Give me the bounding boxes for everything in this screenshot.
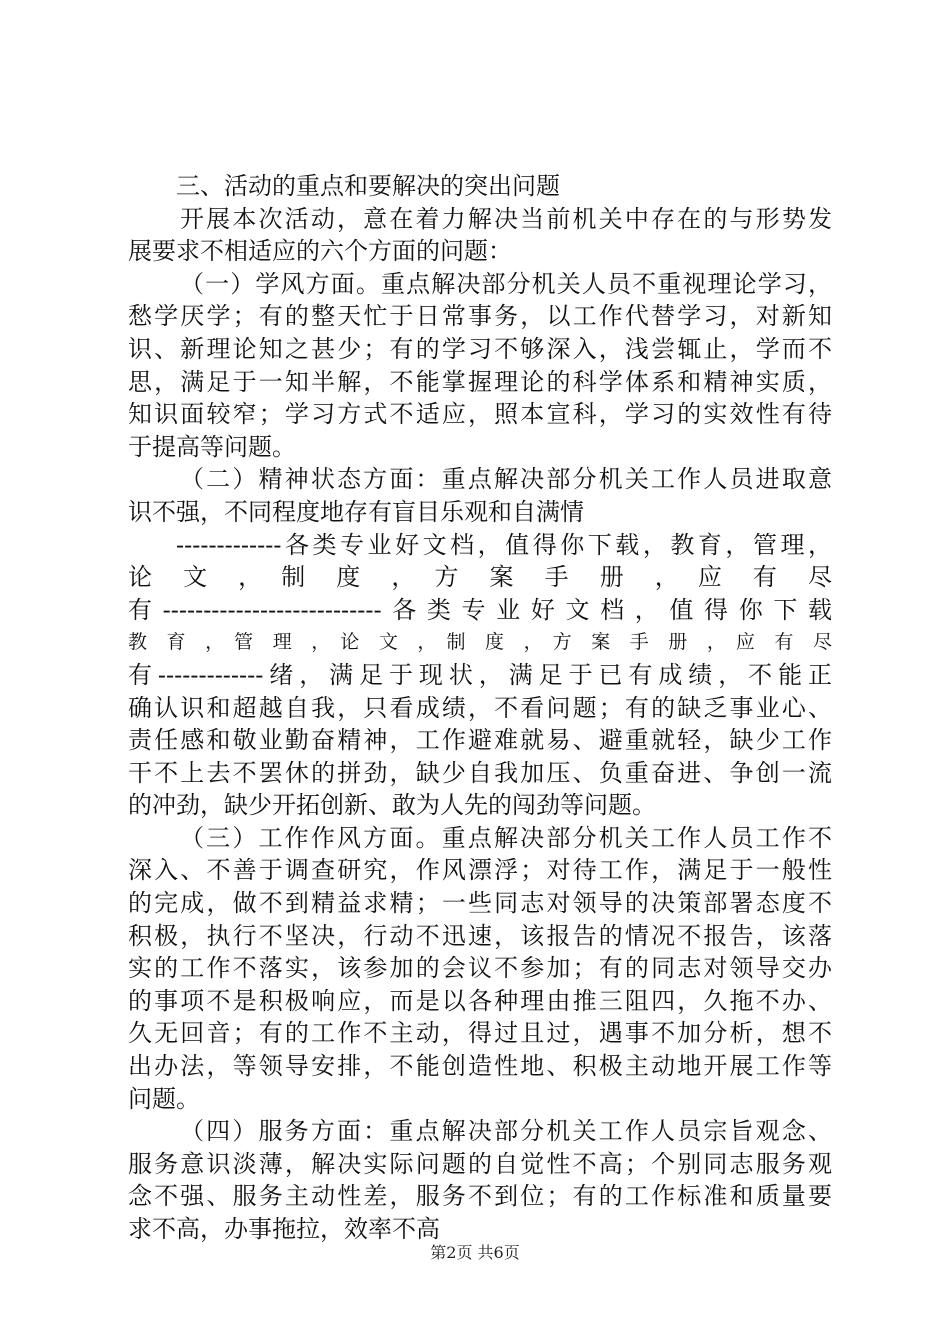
paragraph-line: 责任感和敬业勤奋精神，工作避难就易、避重就轻，缺少工作 <box>128 726 832 755</box>
paragraph-line: 识、新理论知之甚少；有的学习不够深入，浅尝辄止，学而不 <box>128 334 832 363</box>
paragraph-line: 念不强、服务主动性差，服务不到位；有的工作标准和质量要 <box>128 1182 832 1211</box>
paragraph-line: 确认识和超越自我，只看成绩，不看问题；有的缺乏事业心、 <box>128 693 832 722</box>
paragraph-line: 教 育 ， 管 理 ， 论 文 ， 制 度 ， 方 案 手 册 ， 应 有 尽 <box>128 631 832 654</box>
paragraph-line: 的冲劲，缺少开拓创新、敢为人先的闯劲等问题。 <box>128 791 656 820</box>
paragraph-line: 积极，执行不坚决，行动不迅速，该报告的情况不报告，该落 <box>128 921 832 950</box>
page-number-footer: 第2页 共6页 <box>430 1243 520 1262</box>
paragraph-line: -------------各类专业好文档，值得你下载，教育，管理， <box>176 530 832 559</box>
paragraph-line: 的事项不是积极响应，而是以各种理由推三阻四，久拖不办、 <box>128 986 832 1015</box>
paragraph-line: （三）工作作风方面。重点解决部分机关工作人员工作不 <box>180 823 832 852</box>
paragraph-line: 有-------------绪，满足于现状，满足于已有成绩，不能正 <box>128 660 832 689</box>
paragraph-line: 服务意识淡薄，解决实际问题的自觉性不高；个别同志服务观 <box>128 1149 832 1178</box>
document-body <box>128 170 832 1246</box>
paragraph-line: 展要求不相适应的六个方面的问题： <box>128 237 512 266</box>
paragraph-line: 的完成，做不到精益求精；一些同志对领导的决策部署态度不 <box>128 889 832 918</box>
paragraph-line: 知识面较窄；学习方式不适应，照本宣科，学习的实效性有待 <box>128 400 832 429</box>
paragraph-line: 问题。 <box>128 1084 200 1113</box>
paragraph-line: 久无回音；有的工作不主动，得过且过，遇事不加分析，想不 <box>128 1019 832 1048</box>
paragraph-line: 求不高，办事拖拉，效率不高 <box>128 1215 440 1243</box>
paragraph-line: 于提高等问题。 <box>128 432 296 461</box>
paragraph-line: 思，满足于一知半解，不能掌握理论的科学体系和精神实质， <box>128 367 832 396</box>
paragraph-line: 开展本次活动，意在着力解决当前机关中存在的与形势发 <box>180 204 832 233</box>
paragraph-line: 出办法，等领导安排，不能创造性地、积极主动地开展工作等 <box>128 1052 832 1081</box>
paragraph-line: 论 文 ， 制 度 ， 方 案 手 册 ， 应 有 尽 <box>128 563 832 592</box>
paragraph-line: 愁学厌学；有的整天忙于日常事务，以工作代替学习，对新知 <box>128 302 832 331</box>
paragraph-line: （二）精神状态方面：重点解决部分机关工作人员进取意 <box>180 465 832 494</box>
paragraph-line: （一）学风方面。重点解决部分机关人员不重视理论学习， <box>180 269 832 298</box>
paragraph-line: 干不上去不罢休的拼劲，缺少自我加压、负重奋进、争创一流 <box>128 758 832 787</box>
paragraph-line: 实的工作不落实，该参加的会议不参加；有的同志对领导交办 <box>128 954 832 983</box>
paragraph-line: 深入、不善于调查研究，作风漂浮；对待工作，满足于一般性 <box>128 856 832 885</box>
paragraph-line: （四）服务方面：重点解决部分机关工作人员宗旨观念、 <box>180 1117 832 1146</box>
section-heading: 三、活动的重点和要解决的突出问题 <box>176 172 560 200</box>
paragraph-line: 有---------------------------各类专业好文档，值得你下载 <box>128 595 832 624</box>
paragraph-line: 识不强，不同程度地存有盲目乐观和自满情 <box>128 497 584 526</box>
